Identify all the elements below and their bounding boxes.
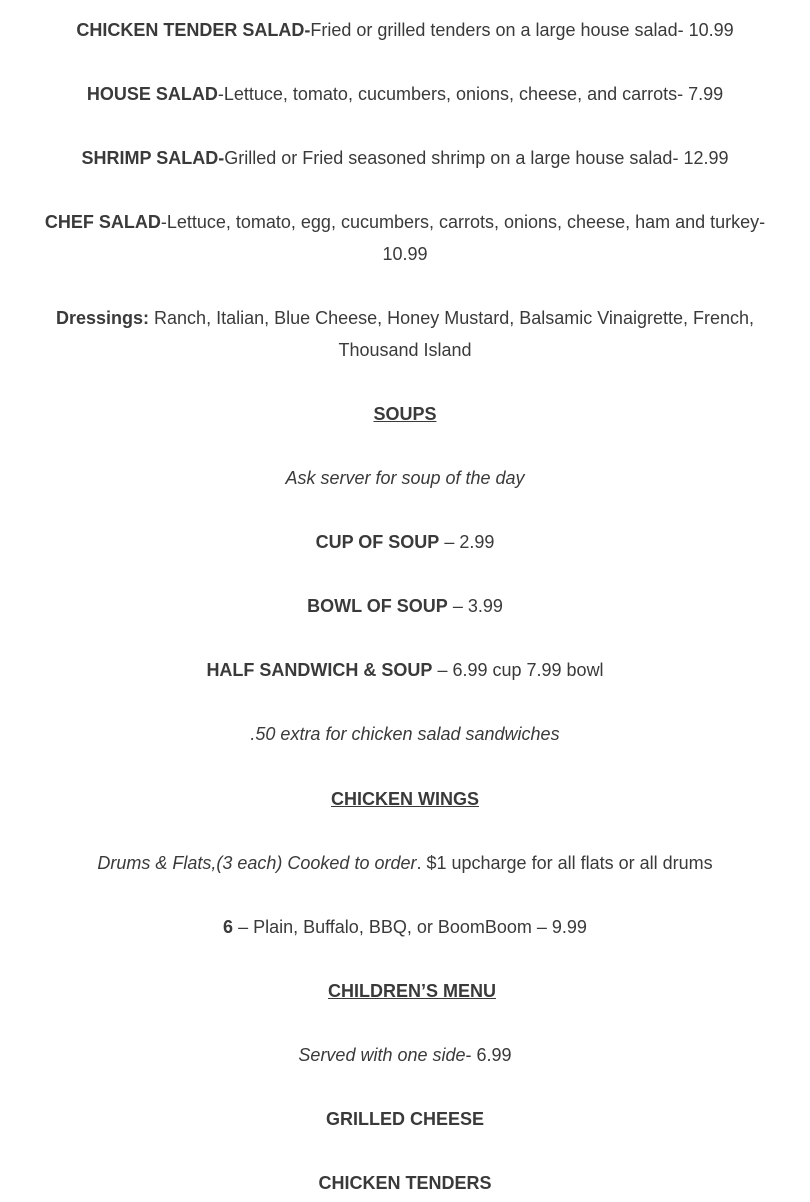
item-name: CHICKEN TENDER SALAD- — [76, 20, 311, 40]
dressings-list — [30, 302, 780, 366]
soup-of-the-day-note — [0, 462, 810, 494]
wings-note-rest: . $1 upcharge for all flats or all drums — [416, 853, 713, 873]
menu-item-wings-6 — [0, 911, 810, 943]
item-name: GRILLED CHEESE — [325, 1109, 485, 1129]
item-price: – 2.99 — [439, 532, 495, 552]
item-name: CUP OF SOUP — [315, 532, 440, 552]
menu-item-house-salad — [0, 78, 810, 110]
item-description: -Lettuce, tomato, egg, cucumbers, carrots, onions, cheese, ham and turkey- 10.99 — [160, 212, 766, 264]
item-price: – 6.99 cup 7.99 bowl — [432, 660, 604, 680]
item-name: HOUSE SALAD — [86, 84, 218, 104]
wings-note — [0, 847, 810, 879]
menu-item-chicken-tender-salad — [0, 14, 810, 46]
item-name: CHEF SALAD — [44, 212, 161, 232]
menu-item-half-sandwich-soup — [0, 654, 810, 686]
item-detail: – Plain, Buffalo, BBQ, or BoomBoom – 9.99 — [233, 917, 587, 937]
chicken-salad-extra-note — [0, 718, 810, 750]
menu-item-grilled-cheese — [0, 1103, 810, 1135]
section-heading-childrens-menu: CHILDREN’S MENU — [327, 981, 496, 1001]
item-description: -Lettuce, tomato, cucumbers, onions, cheese, and carrots- 7.99 — [217, 84, 724, 104]
item-description: Grilled or Fried seasoned shrimp on a large house salad- 12.99 — [224, 148, 729, 168]
menu-item-cup-of-soup — [0, 526, 810, 558]
dressings-options: Ranch, Italian, Blue Cheese, Honey Mustard, Balsamic Vinaigrette, French, Thousand Island — [149, 308, 754, 360]
item-name: HALF SANDWICH & SOUP — [206, 660, 433, 680]
item-name: BOWL OF SOUP — [307, 596, 448, 616]
menu-item-bowl-of-soup — [0, 590, 810, 622]
item-name: CHICKEN TENDERS — [318, 1173, 492, 1193]
note-text: .50 extra for chicken salad sandwiches — [250, 724, 560, 744]
item-price: – 3.99 — [447, 596, 503, 616]
section-heading-soups: SOUPS — [373, 404, 437, 424]
childrens-menu-note — [0, 1039, 810, 1071]
menu-item-chef-salad — [30, 206, 780, 270]
section-heading-chicken-wings: CHICKEN WINGS — [331, 789, 479, 809]
item-count: 6 — [223, 917, 234, 937]
menu-item-shrimp-salad — [0, 142, 810, 174]
wings-note-italic: Drums & Flats,(3 each) Cooked to order — [97, 853, 417, 873]
note-italic: Served with one side — [298, 1045, 466, 1065]
note-price: - 6.99 — [465, 1045, 512, 1065]
menu-item-chicken-tenders — [0, 1167, 810, 1199]
dressings-label: Dressings: — [55, 308, 150, 328]
item-description: Fried or grilled tenders on a large house salad- 10.99 — [310, 20, 734, 40]
note-text: Ask server for soup of the day — [285, 468, 525, 488]
item-name: SHRIMP SALAD- — [81, 148, 225, 168]
